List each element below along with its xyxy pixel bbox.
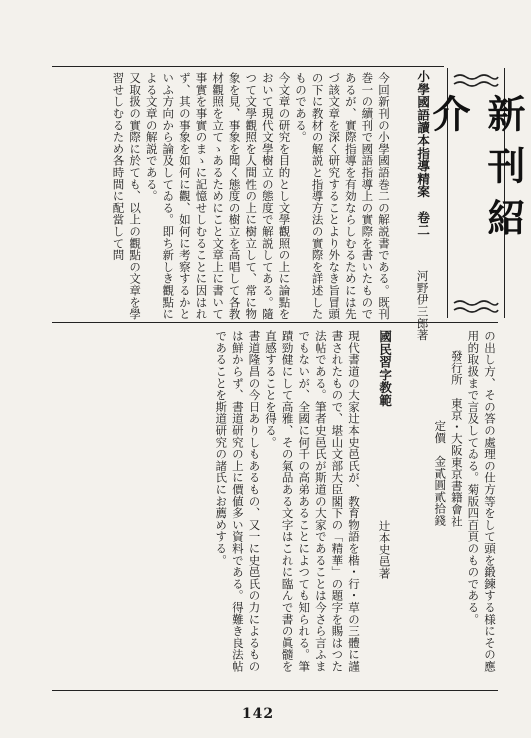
article1-paragraph: 又取扱の實際に於ても、以上の觀點の文章を學習せしむるため各時間に配當して問 <box>111 72 143 320</box>
continuation-text: の出し方、その答の處理の仕方等をして頭を鍛鍊する様にその應用的取扱まで言及してゐる。菊版四百頁のものである。 <box>466 330 497 673</box>
price-line: 定價 金貳圓貳拾錢 <box>433 420 448 527</box>
article1-paragraph: 今文章の研究を目的とし文學觀照の上に論點をおいて現代文學樹立の態度で解説してある。隨つて文學觀照を人間性の上に樹立して、常に物象を見、事象を聞く態度の樹立を高唱して各教材觀照を立てゝあるためにこと文章上に書いて事實を事實のまゝに記憶せしむることに因はれず、其の事象を如何に觀、如何に考察するかといふ方向から論及してゐる。即ち新しき觀點による文章の解説である。 <box>144 72 292 320</box>
article2-author: 辻本史邑著 <box>377 520 392 579</box>
article1-paragraph: 今回新刊の小學國語巻二の解説書である。既刊巻一の續刊で國語指導上の實際を書いたものであるが、實際指導を有効ならしむるためには先づ該文章を深く研究することより外なき旨冒頭の下に教材の解説と指導方法の實際を詳述したものである。 <box>294 72 391 320</box>
top-rule <box>52 66 444 67</box>
article2-body <box>52 330 362 680</box>
bottom-rule <box>52 690 498 691</box>
middle-rule <box>52 322 498 323</box>
article1-title: 小學國語讀本指導精案 卷二 <box>415 70 431 237</box>
article2-paragraph: 現代書道の大家辻本史邑氏が、教育物語を楷・行・草の三體に謹書されたもので、堪山文部大臣閣下の「精華」の題字を賜はつた法帖である。筆者史邑氏が斯道の大家であることは今さら言ふまでもないが、全國に何千の高弟あることによつても知られる。筆蹟勁健にして高雅、その氣品ある文字はこれに臨んで書の眞髓を直感することを得る。 <box>264 330 361 673</box>
article1-body <box>52 72 392 322</box>
publisher-line: 發行所 東京・大阪東京書籍會社 <box>449 350 464 527</box>
header-box <box>426 68 526 318</box>
article2-title: 國民習字教範 <box>377 330 393 407</box>
section-title: 新刊紹介 <box>426 94 526 250</box>
wave-ornament-icon <box>452 72 500 90</box>
page-number: 142 <box>241 706 275 722</box>
article1-author: 河野伊三郎著 <box>415 270 430 341</box>
article2-paragraph: 書道隆昌の今日ありしもあるもの、又一に史邑氏の力によるものは鮮からず、書道研究の上に價値多い資料である。得難き良法帖であることを斯道研究の諸氏にお薦めする。 <box>214 330 262 673</box>
wave-ornament-icon <box>452 298 500 316</box>
article1-continuation <box>402 330 498 680</box>
